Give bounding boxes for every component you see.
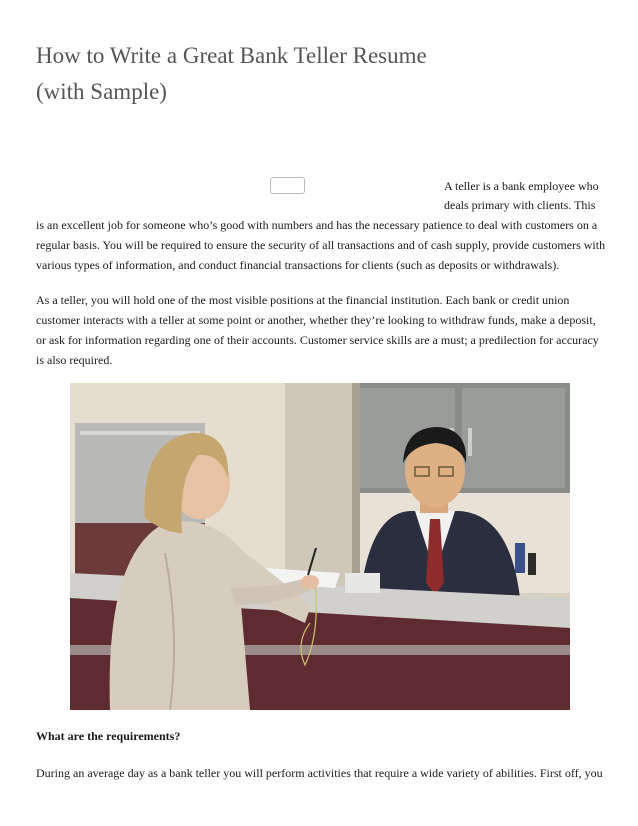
section-heading: What are the requirements? xyxy=(36,729,181,743)
teller-visibility-paragraph: As a teller, you will hold one of the most visible positions at the financial institution. Each bank or credit union customer interacts with a teller at some point or another, whether they’re looking to withdraw funds, make a deposit, or ask for information regarding one of their accounts. Customer service skills are a must; a predilection for accuracy is also required. xyxy=(36,293,599,367)
embedded-object-placeholder xyxy=(270,177,305,194)
page-title-line-1: How to Write a Great Bank Teller Resume xyxy=(36,43,427,68)
page-title-line-2: (with Sample) xyxy=(36,79,167,104)
intro-paragraph: is an excellent job for someone who’s good with numbers and has the necessary patience to deal with customers on a regular basis. You will be required to ensure the security of all transactions and of cash supply, provide customers with various types of information, and conduct financial transactions for clients (such as deposits or withdrawals). xyxy=(36,218,606,272)
page-title xyxy=(36,38,596,110)
requirements-paragraph: During an average day as a bank teller you will perform activities that require a wide variety of abilities. First off, you xyxy=(36,766,603,780)
intro-text-right: A teller is a bank employee who deals primary with clients. This xyxy=(444,179,599,212)
bank-teller-photo xyxy=(70,383,570,710)
